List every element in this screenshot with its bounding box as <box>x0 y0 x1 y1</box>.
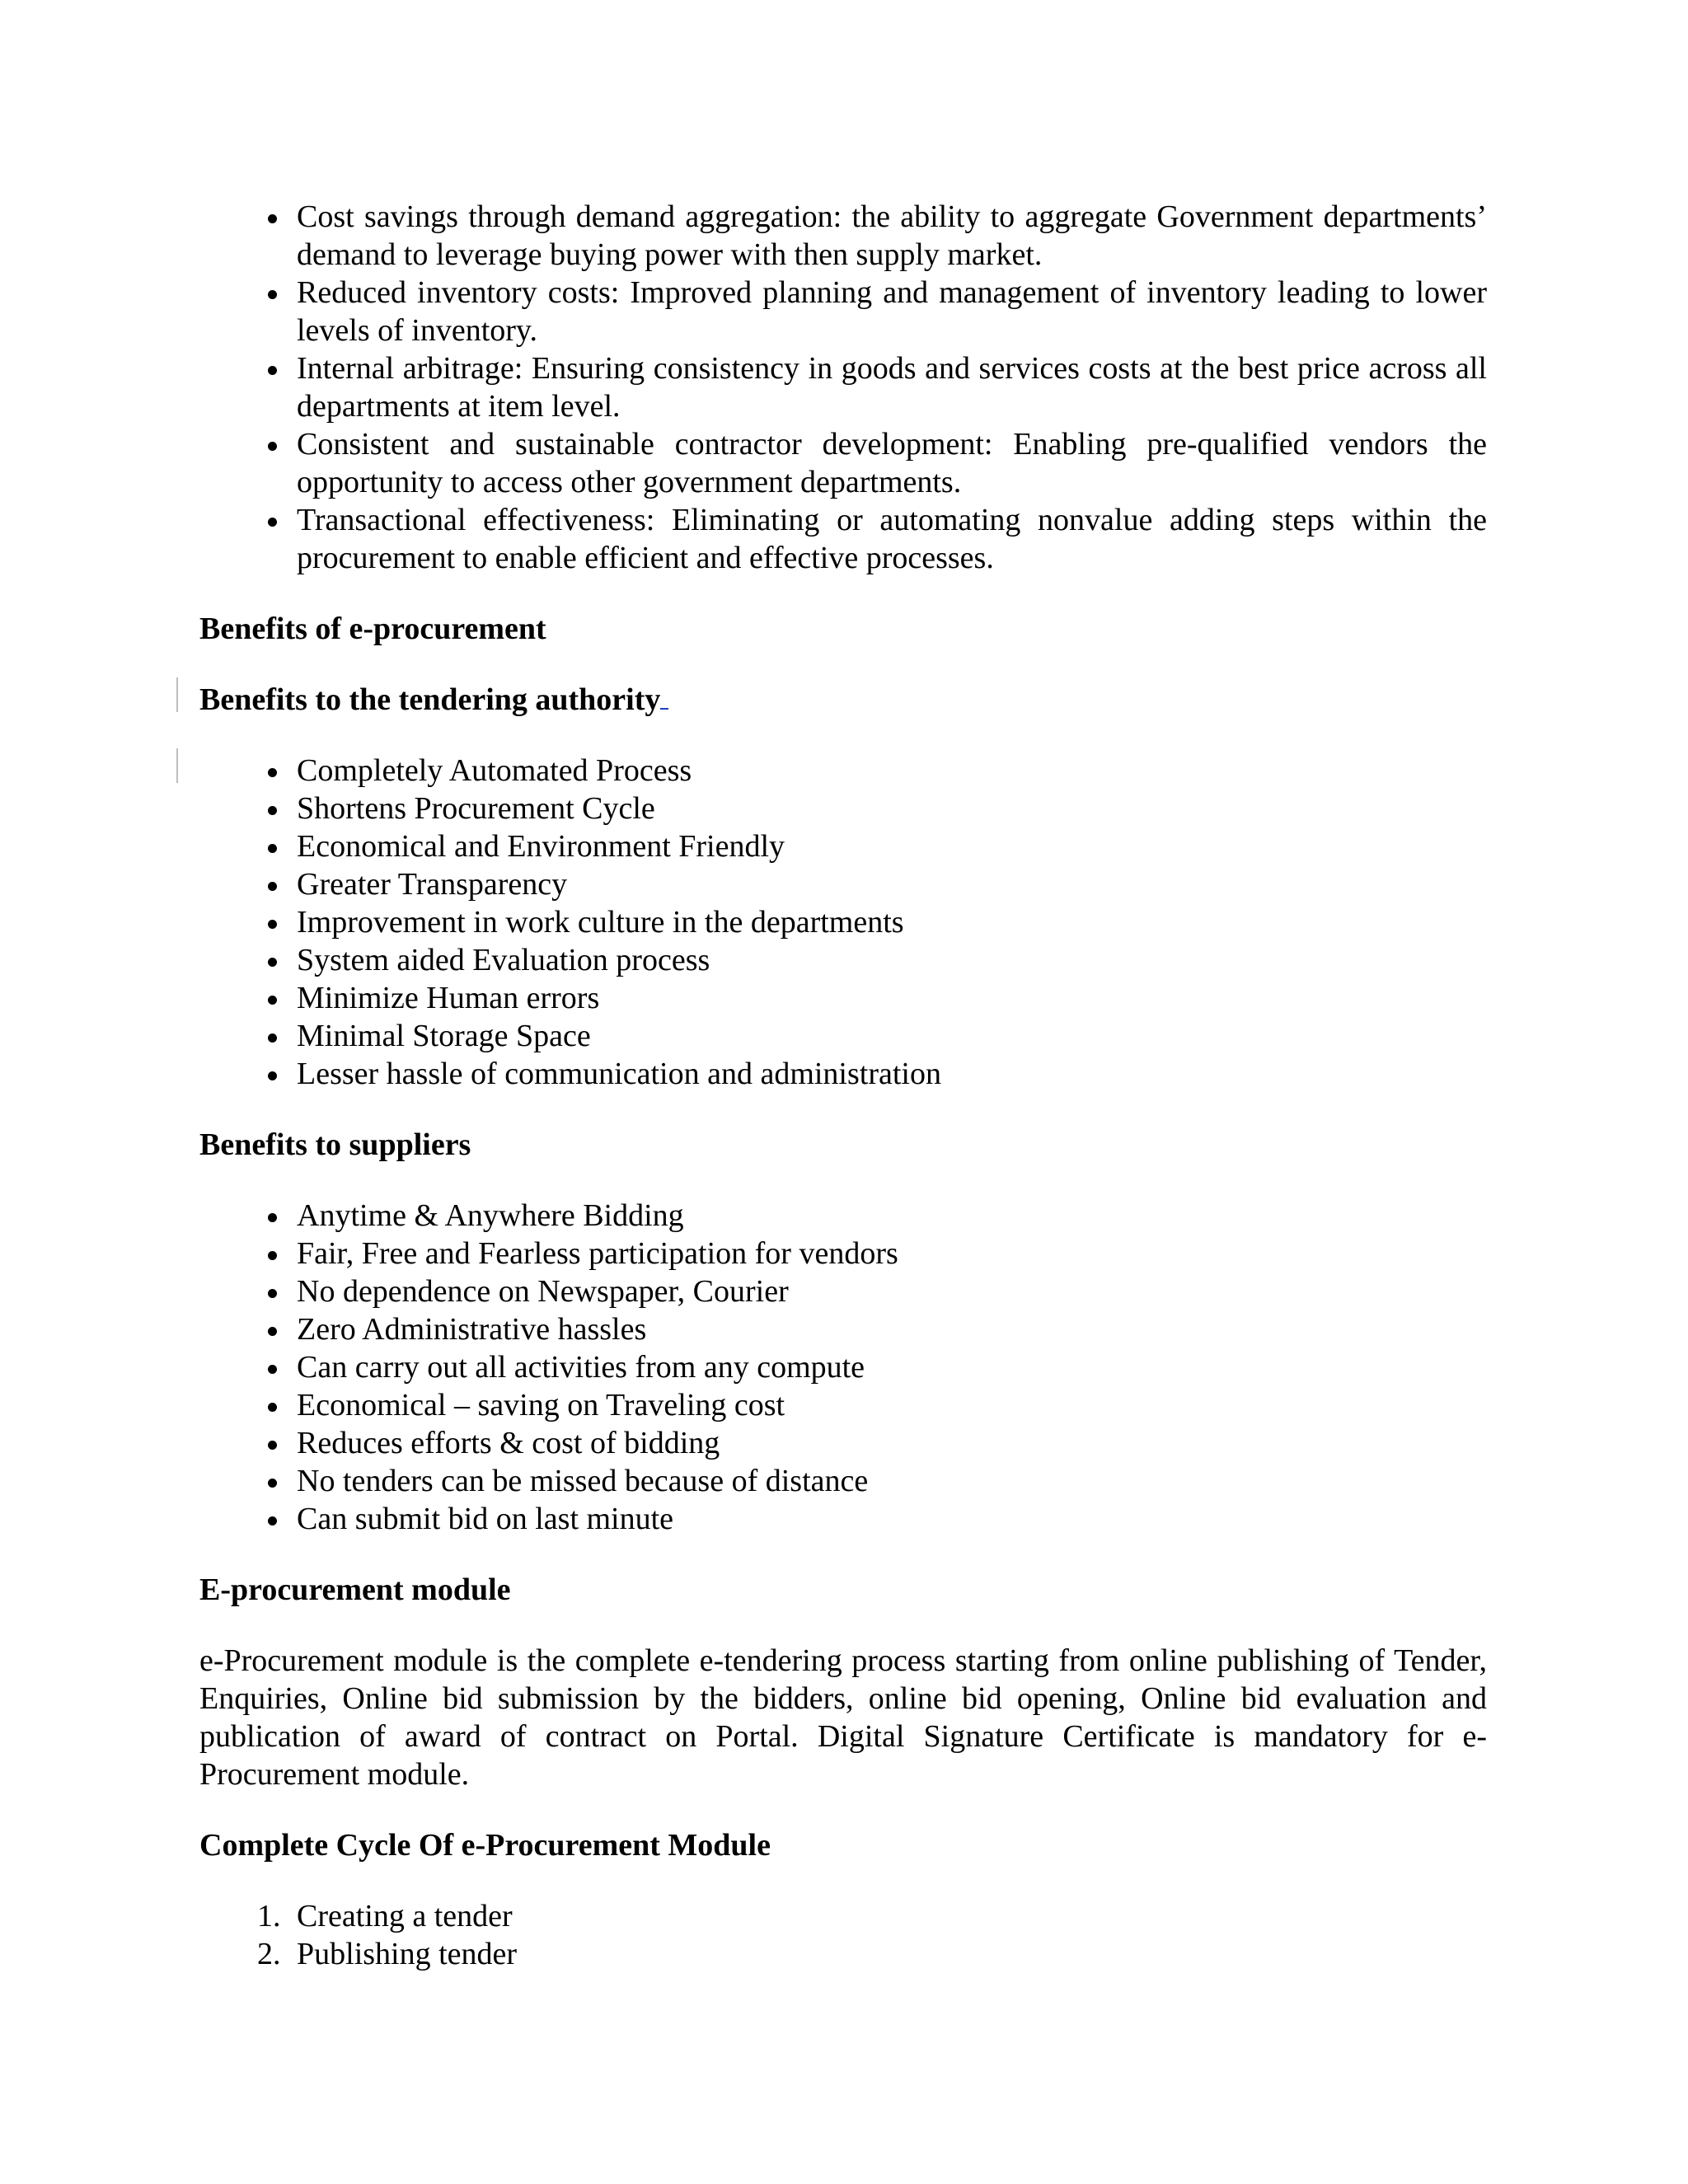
bullet-icon <box>268 996 277 1005</box>
bullet-icon <box>268 1327 277 1336</box>
list-item: Reduced inventory costs: Improved planning and management of inventory leading to lower levels of inventory. <box>199 274 1487 349</box>
list-item: Completely Automated Process <box>199 752 1487 790</box>
list-item: No tenders can be missed because of distance <box>199 1462 1487 1500</box>
list-item: Cost savings through demand aggregation: the ability to aggregate Government departments’ demand to leverage buying power with then supply market. <box>199 198 1487 274</box>
bullet-icon <box>268 366 277 375</box>
list-item: Can carry out all activities from any compute <box>199 1348 1487 1386</box>
step-number: 1. <box>257 1899 281 1933</box>
list-item: Anytime & Anywhere Bidding <box>199 1197 1487 1235</box>
module-heading: E-procurement module <box>199 1572 511 1607</box>
authority-heading: Benefits to the tendering authority <box>199 681 1487 719</box>
benefits-heading: Benefits of e-procurement <box>199 612 546 646</box>
bullet-icon <box>268 806 277 815</box>
bullet-icon <box>268 920 277 929</box>
list-item: 2. Publishing tender <box>257 1937 518 1971</box>
bullet-icon <box>268 768 277 777</box>
list-item: Minimal Storage Space <box>199 1017 1487 1055</box>
suppliers-heading: Benefits to suppliers <box>199 1127 471 1162</box>
list-item: No dependence on Newspaper, Courier <box>199 1272 1487 1310</box>
bullet-icon <box>268 844 277 853</box>
list-item: Reduces efforts & cost of bidding <box>199 1424 1487 1462</box>
list-item: Fair, Free and Fearless participation for vendors <box>199 1235 1487 1272</box>
list-item: Economical and Environment Friendly <box>199 827 1487 865</box>
bullet-icon <box>268 1289 277 1298</box>
bullet-icon <box>268 1479 277 1488</box>
authority-bullet-list <box>199 752 1487 1093</box>
bullet-icon <box>268 1365 277 1374</box>
list-item: Shortens Procurement Cycle <box>199 790 1487 827</box>
suppliers-bullet-list <box>199 1197 1487 1538</box>
bullet-icon <box>268 958 277 967</box>
list-item: Economical – saving on Traveling cost <box>199 1386 1487 1424</box>
bullet-icon <box>268 1213 277 1222</box>
change-bar-1 <box>176 677 178 712</box>
bullet-icon <box>268 1441 277 1450</box>
bullet-icon <box>268 518 277 527</box>
bullet-icon <box>268 1033 277 1043</box>
bullet-icon <box>268 1403 277 1412</box>
list-item: Minimize Human errors <box>199 979 1487 1017</box>
list-item: Transactional effectiveness: Eliminating or automating nonvalue adding steps within the procurement to enable efficient and effective processes. <box>199 501 1487 577</box>
bullet-icon <box>268 882 277 891</box>
document-content <box>199 198 1487 1973</box>
step-number: 2. <box>257 1937 281 1971</box>
cycle-heading: Complete Cycle Of e-Procurement Module <box>199 1828 771 1863</box>
list-item: 1. Creating a tender <box>257 1899 513 1933</box>
bullet-icon <box>268 442 277 451</box>
module-paragraph: e-Procurement module is the complete e-tendering process starting from online publishing of Tender, Enquiries, Online bid submission by the bidders, online bid opening, Online bid evaluation and publication of award of contract on Portal. Digital Signature Certificate is mandatory for e-Procurement module. <box>199 1643 1487 1792</box>
list-item: Lesser hassle of communication and administration <box>199 1055 1487 1093</box>
intro-bullet-list <box>199 198 1487 577</box>
cycle-step-list <box>199 1897 1487 1973</box>
bullet-icon <box>268 1251 277 1260</box>
list-item: Improvement in work culture in the departments <box>199 903 1487 941</box>
list-item: Zero Administrative hassles <box>199 1310 1487 1348</box>
bullet-icon <box>268 290 277 299</box>
bullet-icon <box>268 1071 277 1080</box>
list-item: Can submit bid on last minute <box>199 1500 1487 1538</box>
change-bar-2 <box>176 748 178 783</box>
list-item: Consistent and sustainable contractor development: Enabling pre-qualified vendors the opportunity to access other government departments. <box>199 425 1487 501</box>
list-item: Greater Transparency <box>199 865 1487 903</box>
underline-mark <box>660 683 668 710</box>
list-item: Internal arbitrage: Ensuring consistency in goods and services costs at the best price across all departments at item level. <box>199 349 1487 425</box>
bullet-icon <box>268 214 277 223</box>
list-item: System aided Evaluation process <box>199 941 1487 979</box>
bullet-icon <box>268 1516 277 1526</box>
